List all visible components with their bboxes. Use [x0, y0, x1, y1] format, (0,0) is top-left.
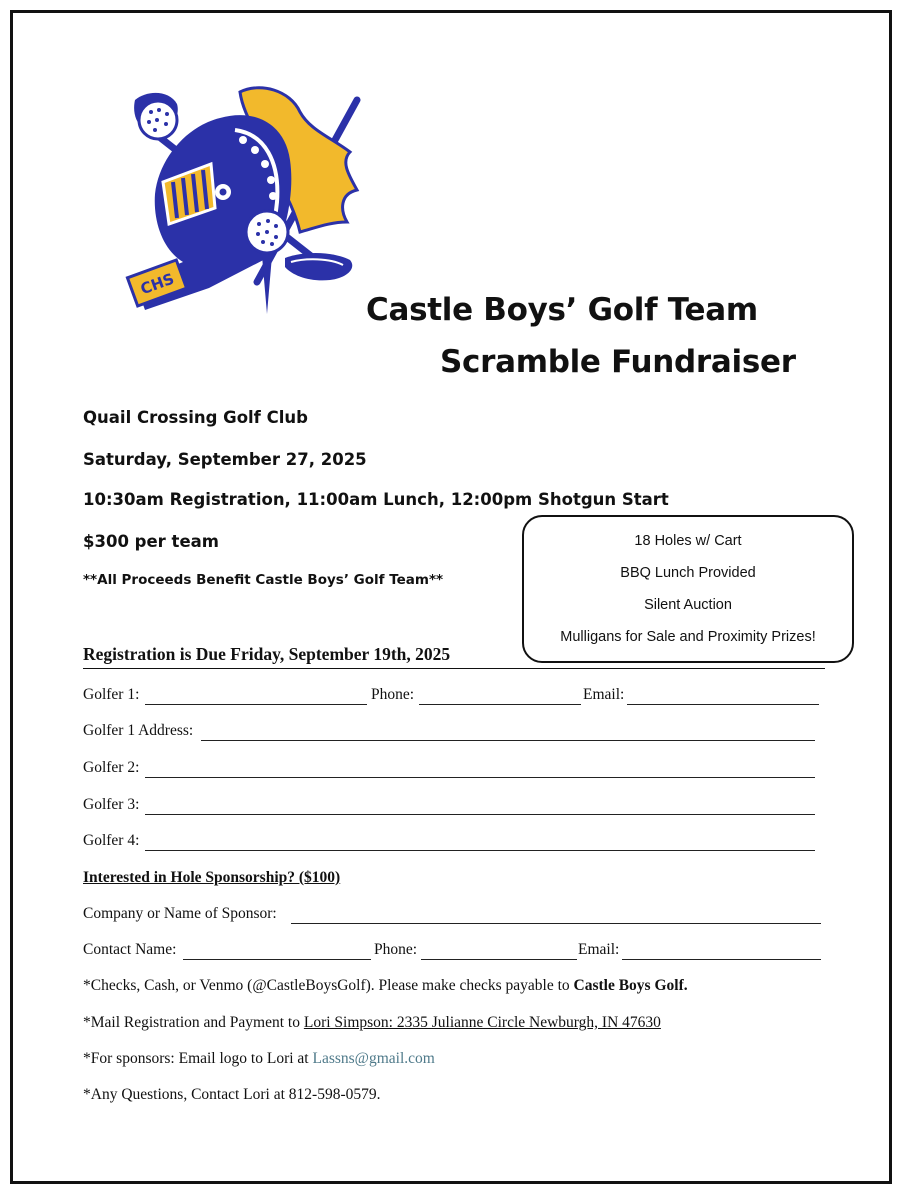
payment-note-text: *Checks, Cash, or Venmo (@CastleBoysGolf). Please make checks payable to	[83, 977, 574, 994]
golfer-3-row	[83, 796, 823, 818]
golfer-1-email-field[interactable]	[627, 704, 819, 705]
golfer-2-row	[83, 759, 823, 781]
feature-item: Mulligans for Sale and Proximity Prizes!	[560, 629, 816, 645]
golfer-1-field[interactable]	[145, 704, 367, 705]
event-venue: Quail Crossing Golf Club	[83, 408, 308, 427]
golfer-1-label: Golfer 1:	[83, 686, 140, 703]
event-price: $300 per team	[83, 532, 219, 551]
golfer-1-email-label: Email:	[583, 686, 625, 703]
mail-address: Lori Simpson: 2335 Julianne Circle Newburgh, IN 47630	[303, 1014, 661, 1031]
feature-item: BBQ Lunch Provided	[620, 565, 756, 581]
title-line-1: Castle Boys’ Golf Team	[366, 292, 758, 328]
sponsor-email-link[interactable]: Lassns@gmail.com	[312, 1050, 435, 1067]
golfer-2-label: Golfer 2:	[83, 759, 140, 776]
sponsor-email-label: Email:	[578, 941, 620, 958]
golfer-1-address-label: Golfer 1 Address:	[83, 722, 194, 739]
golfer-1-phone-label: Phone:	[371, 686, 415, 703]
golfer-1-row	[83, 686, 823, 708]
sponsor-contact-field[interactable]	[183, 959, 371, 960]
sponsor-contact-row	[83, 941, 823, 963]
sponsor-contact-label: Contact Name:	[83, 941, 177, 958]
golfer-1-address-field[interactable]	[201, 740, 815, 741]
sponsor-note	[83, 1050, 435, 1068]
registration-due: Registration is Due Friday, September 19th, 2025	[83, 644, 451, 664]
payment-note	[83, 977, 688, 995]
sponsor-company-field[interactable]	[291, 923, 821, 924]
sponsor-company-row	[83, 905, 823, 927]
divider	[83, 668, 825, 669]
golfer-3-label: Golfer 3:	[83, 796, 140, 813]
event-schedule: 10:30am Registration, 11:00am Lunch, 12:00pm Shotgun Start	[83, 490, 669, 509]
chs-badge-text: CHS	[138, 269, 177, 299]
golfer-4-field[interactable]	[145, 850, 815, 851]
sponsor-phone-label: Phone:	[374, 941, 418, 958]
sponsor-email-field[interactable]	[622, 959, 821, 960]
sponsorship-heading: Interested in Hole Sponsorship? ($100)	[83, 869, 341, 886]
mail-note	[83, 1014, 661, 1032]
feature-item: Silent Auction	[644, 597, 732, 613]
features-callout	[522, 515, 854, 663]
golfer-1-address-row	[83, 722, 823, 744]
chs-knight-golf-logo	[125, 82, 365, 317]
title-line-2: Scramble Fundraiser	[440, 344, 796, 380]
mail-note-text: *Mail Registration and Payment to	[83, 1014, 304, 1031]
event-date: Saturday, September 27, 2025	[83, 450, 367, 469]
golfer-4-label: Golfer 4:	[83, 832, 140, 849]
golfer-1-phone-field[interactable]	[419, 704, 581, 705]
payment-payee: Castle Boys Golf.	[573, 977, 688, 994]
questions-note: *Any Questions, Contact Lori at 812-598-0579.	[83, 1086, 381, 1103]
golfer-3-field[interactable]	[145, 814, 815, 815]
sponsor-phone-field[interactable]	[421, 959, 577, 960]
golfer-2-field[interactable]	[145, 777, 815, 778]
feature-item: 18 Holes w/ Cart	[634, 533, 742, 549]
event-benefit: **All Proceeds Benefit Castle Boys’ Golf Team**	[83, 572, 444, 588]
golfer-4-row	[83, 832, 823, 854]
sponsor-note-text: *For sponsors: Email logo to Lori at	[83, 1050, 313, 1067]
sponsor-company-label: Company or Name of Sponsor:	[83, 905, 277, 922]
